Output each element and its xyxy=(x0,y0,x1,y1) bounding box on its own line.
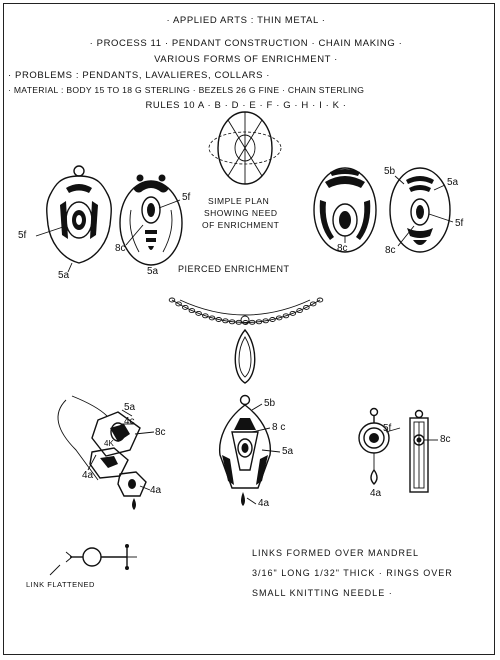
label-l2-4a: 4a xyxy=(258,498,270,509)
lower-pendant-3 xyxy=(359,409,400,485)
header-title: · APPLIED ARTS : THIN METAL · xyxy=(166,15,326,26)
pendant-1 xyxy=(36,166,111,272)
label-l4-8c: 8c xyxy=(440,434,451,445)
pendant-2 xyxy=(120,175,182,266)
header-problems: · PROBLEMS : PENDANTS, LAVALIERES, COLLARS · xyxy=(8,70,271,81)
label-l2-5a: 5a xyxy=(282,446,294,457)
label-p5-5f: 5f xyxy=(455,218,464,229)
label-p4-8c: 8c xyxy=(337,243,348,254)
pendant-5 xyxy=(390,168,453,252)
label-p5-5a: 5a xyxy=(447,177,459,188)
label-p5-8c: 8c xyxy=(385,245,396,256)
label-l3-5f: 5f xyxy=(383,423,392,434)
header-rules: RULES 10 A · B · D · E · F · G · H · I · K · xyxy=(145,100,347,111)
header-process: · PROCESS 11 · PENDANT CONSTRUCTION · CHAIN MAKING · xyxy=(89,38,403,49)
pendant-4 xyxy=(314,168,376,252)
header-enrichment: VARIOUS FORMS OF ENRICHMENT · xyxy=(154,54,338,65)
simple-plan-sketch xyxy=(209,112,281,184)
chain-necklace xyxy=(169,298,323,383)
caption-pierced-enrichment: PIERCED ENRICHMENT xyxy=(178,264,290,274)
caption-link-flattened: LINK FLATTENED xyxy=(26,580,95,589)
label-p2-5a: 5a xyxy=(147,266,159,277)
caption-links-2: 3/16" LONG 1/32" THICK · RINGS OVER xyxy=(252,568,453,578)
label-l1-8c: 8c xyxy=(155,427,166,438)
caption-simple-plan-2: SHOWING NEED xyxy=(204,208,278,218)
caption-simple-plan-1: SIMPLE PLAN xyxy=(208,196,270,206)
label-l1-4a-left: 4a xyxy=(82,470,94,481)
label-p5-5b: 5b xyxy=(384,166,396,177)
label-p2-8c: 8c xyxy=(115,243,126,254)
label-l3-4a: 4a xyxy=(370,488,382,499)
label-l2-8c: 8 c xyxy=(272,422,286,433)
caption-links-3: SMALL KNITTING NEEDLE · xyxy=(252,588,393,598)
label-l2-5b: 5b xyxy=(264,398,276,409)
lower-pendant-1 xyxy=(58,396,154,510)
label-p1-5a: 5a xyxy=(58,270,70,281)
header-material: · MATERIAL : BODY 15 TO 18 G STERLING · BEZELS 26 G FINE · CHAIN STERLING xyxy=(8,85,365,95)
caption-links-1: LINKS FORMED OVER MANDREL xyxy=(252,548,420,558)
lower-pendant-4 xyxy=(410,411,438,493)
link-flattened-sketch xyxy=(50,544,137,575)
label-p1-5f: 5f xyxy=(18,230,27,241)
label-l1-5a: 5a xyxy=(124,402,136,413)
caption-simple-plan-3: OF ENRICHMENT xyxy=(202,220,280,230)
lower-pendant-2 xyxy=(220,396,280,507)
label-p2-5f: 5f xyxy=(182,192,191,203)
label-l1-4k: 4K xyxy=(104,439,114,448)
label-l1-4c: 4c xyxy=(124,416,135,427)
label-l1-4a-right: 4a xyxy=(150,485,162,496)
